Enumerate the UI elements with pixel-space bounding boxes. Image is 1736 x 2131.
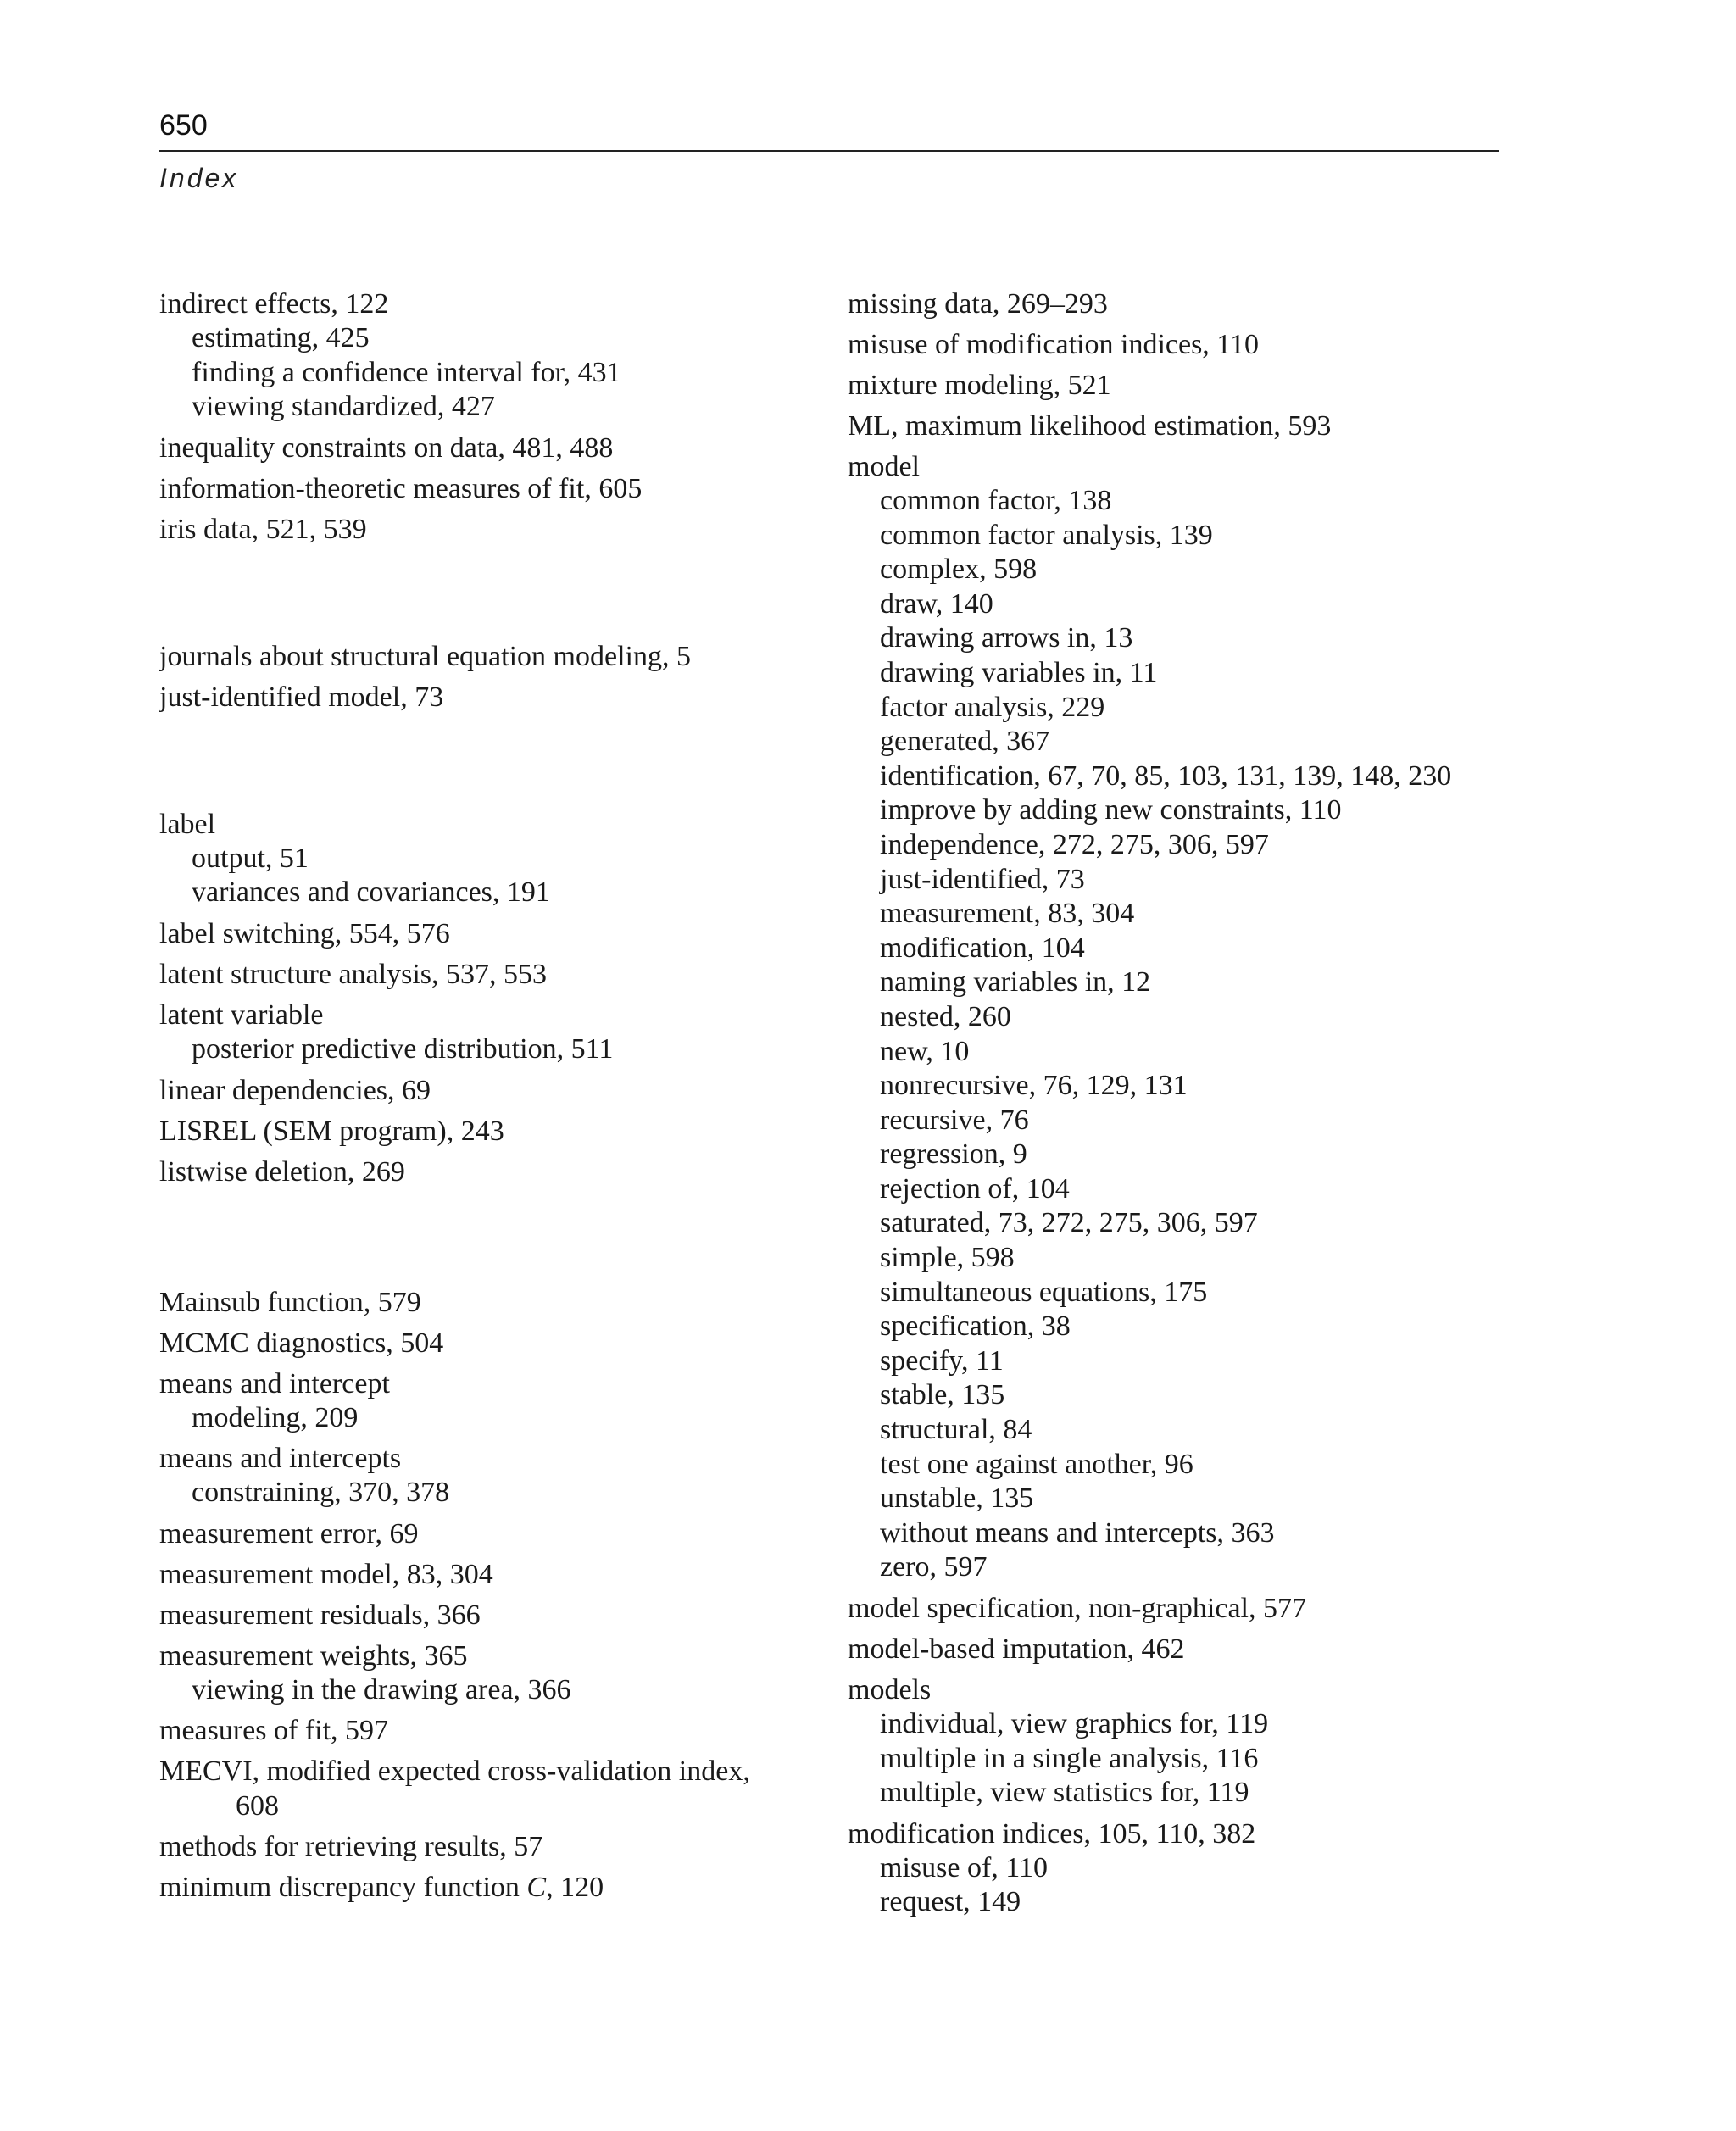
index-term: inequality constraints on data, 481, 488 [159,431,614,464]
index-term: models [848,1674,932,1705]
index-term: LISREL (SEM program), 243 [159,1115,504,1147]
index-entry [159,1326,821,1360]
index-column-left [159,287,821,1911]
index-column-right [848,287,1509,1926]
index-subentry: identification, 67, 70, 85, 103, 131, 139, 148, 230 [880,759,1452,792]
index-subentry: specification, 38 [880,1310,1071,1343]
index-subentry: multiple, view statistics for, 119 [880,1777,1249,1809]
index-term: indirect effects, 122 [159,288,389,320]
index-term: means and intercepts [159,1443,402,1475]
index-subentry: output, 51 [192,842,309,874]
index-subentry: variances and covariances, 191 [192,876,550,909]
index-term: modification indices, 105, 110, 382 [848,1817,1256,1850]
index-term-text: , 120 [546,1872,604,1904]
index-subentry: common factor, 138 [880,485,1112,516]
index-term: latent structure analysis, 537, 553 [159,958,548,990]
index-term: listwise deletion, 269 [159,1155,405,1188]
index-term: information-theoretic measures of fit, 605 [159,472,643,504]
index-term: model-based imputation, 462 [848,1633,1185,1665]
index-subentry: drawing variables in, 11 [880,656,1158,688]
index-subentry: nested, 260 [880,1000,1011,1032]
index-term: label switching, 554, 576 [159,917,450,949]
index-entry [159,431,821,465]
index-subentry: finding a confidence interval for, 431 [192,356,621,388]
index-entry [848,287,1509,321]
index-entry [159,1366,821,1436]
index-entry [848,1672,1509,1811]
index-subentry: naming variables in, 12 [880,966,1151,999]
index-entry [159,512,821,547]
index-subentry: measurement, 83, 304 [880,898,1135,930]
index-entry [159,639,821,674]
section-gap [159,553,821,639]
index-entry [159,1285,821,1320]
index-entry [848,409,1509,443]
index-term: measurement error, 69 [159,1517,419,1550]
index-subentry: improve by adding new constraints, 110 [880,794,1342,826]
index-entry [159,957,821,992]
index-entry [159,680,821,715]
index-subentry: stable, 135 [880,1379,1005,1411]
index-term-text: minimum discrepancy function [159,1872,527,1904]
index-term: ML, maximum likelihood estimation, 593 [848,410,1332,442]
index-term: missing data, 269–293 [848,288,1108,320]
index-subentry: zero, 597 [880,1551,988,1583]
index-subentry: multiple in a single analysis, 116 [880,1742,1259,1774]
index-subentry: complex, 598 [880,554,1038,586]
index-term: measures of fit, 597 [159,1715,389,1747]
index-term: label [159,808,216,840]
index-term: MECVI, modified expected cross-validation index, [159,1755,750,1788]
index-subentry: request, 149 [880,1886,1021,1918]
index-term-continuation: 608 [236,1790,279,1822]
index-subentry: misuse of, 110 [880,1851,1049,1883]
index-term: measurement residuals, 366 [159,1599,481,1631]
index-subentry: individual, view graphics for, 119 [880,1708,1269,1739]
index-entry [159,1155,821,1189]
index-entry [848,368,1509,403]
index-term: iris data, 521, 539 [159,513,367,545]
index-entry [159,1441,821,1511]
index-term: measurement model, 83, 304 [159,1558,493,1590]
section-gap [159,721,821,807]
index-subentry: draw, 140 [880,587,993,620]
index-term: model specification, non-graphical, 577 [848,1593,1306,1624]
index-entry [159,916,821,951]
index-subentry: common factor analysis, 139 [880,519,1213,551]
index-term: means and intercept [159,1367,390,1399]
page-number: 650 [159,109,208,142]
index-term: methods for retrieving results, 57 [159,1831,543,1863]
index-subentry: unstable, 135 [880,1483,1034,1515]
index-subentry: modification, 104 [880,932,1085,964]
index-subentry: structural, 84 [880,1414,1032,1446]
index-entry [848,1817,1509,1920]
index-entry [159,998,821,1067]
index-term: model [848,451,920,482]
index-subentry: simultaneous equations, 175 [880,1276,1208,1308]
index-subentry: factor analysis, 229 [880,691,1105,723]
index-subentry: just-identified, 73 [880,863,1085,895]
index-subentry: posterior predictive distribution, 511 [192,1032,614,1065]
index-entry [159,807,821,910]
index-subentry: recursive, 76 [880,1104,1029,1136]
index-entry [848,449,1509,1585]
index-entry [848,1591,1509,1626]
index-subentry: rejection of, 104 [880,1172,1070,1205]
index-subentry: estimating, 425 [192,322,370,353]
index-entry [159,1073,821,1108]
index-entry [848,1632,1509,1666]
index-subentry: saturated, 73, 272, 275, 306, 597 [880,1207,1258,1239]
index-entry [159,1598,821,1633]
index-term: Mainsub function, 579 [159,1286,421,1318]
index-subentry: independence, 272, 275, 306, 597 [880,828,1269,860]
index-term: journals about structural equation modeling, 5 [159,640,691,672]
index-entry [159,1639,821,1708]
index-term: measurement weights, 365 [159,1639,468,1672]
index-entry [159,1870,821,1905]
index-term: linear dependencies, 69 [159,1074,431,1106]
index-subentry: drawing arrows in, 13 [880,622,1133,654]
section-gap [159,1195,821,1285]
index-term [159,1870,821,1905]
index-entry [159,1557,821,1592]
index-subentry: generated, 367 [880,726,1050,758]
index-entry [159,287,821,425]
index-term-italic: C [526,1872,547,1904]
running-head: Index [159,163,239,193]
index-entry [848,327,1509,362]
index-subentry: new, 10 [880,1035,970,1067]
index-subentry: viewing in the drawing area, 366 [192,1673,571,1705]
index-subentry: without means and intercepts, 363 [880,1516,1275,1549]
index-term: just-identified model, 73 [159,681,444,713]
index-entry [159,471,821,506]
index-subentry: nonrecursive, 76, 129, 131 [880,1070,1188,1102]
index-subentry: test one against another, 96 [880,1448,1194,1480]
index-entry [159,1713,821,1748]
index-subentry: regression, 9 [880,1138,1027,1171]
index-entry [159,1114,821,1149]
index-subentry: modeling, 209 [192,1401,359,1433]
index-entry [159,1754,821,1823]
index-subentry: specify, 11 [880,1344,1004,1377]
index-subentry: constraining, 370, 378 [192,1477,450,1509]
index-entry [159,1829,821,1864]
index-term: MCMC diagnostics, 504 [159,1327,444,1359]
index-subentry: simple, 598 [880,1242,1015,1274]
index-term: mixture modeling, 521 [848,370,1111,401]
index-entry [159,1516,821,1551]
index-subentry: viewing standardized, 427 [192,391,495,423]
index-term: misuse of modification indices, 110 [848,329,1260,360]
index-term: latent variable [159,999,324,1031]
header-rule [159,150,1499,152]
